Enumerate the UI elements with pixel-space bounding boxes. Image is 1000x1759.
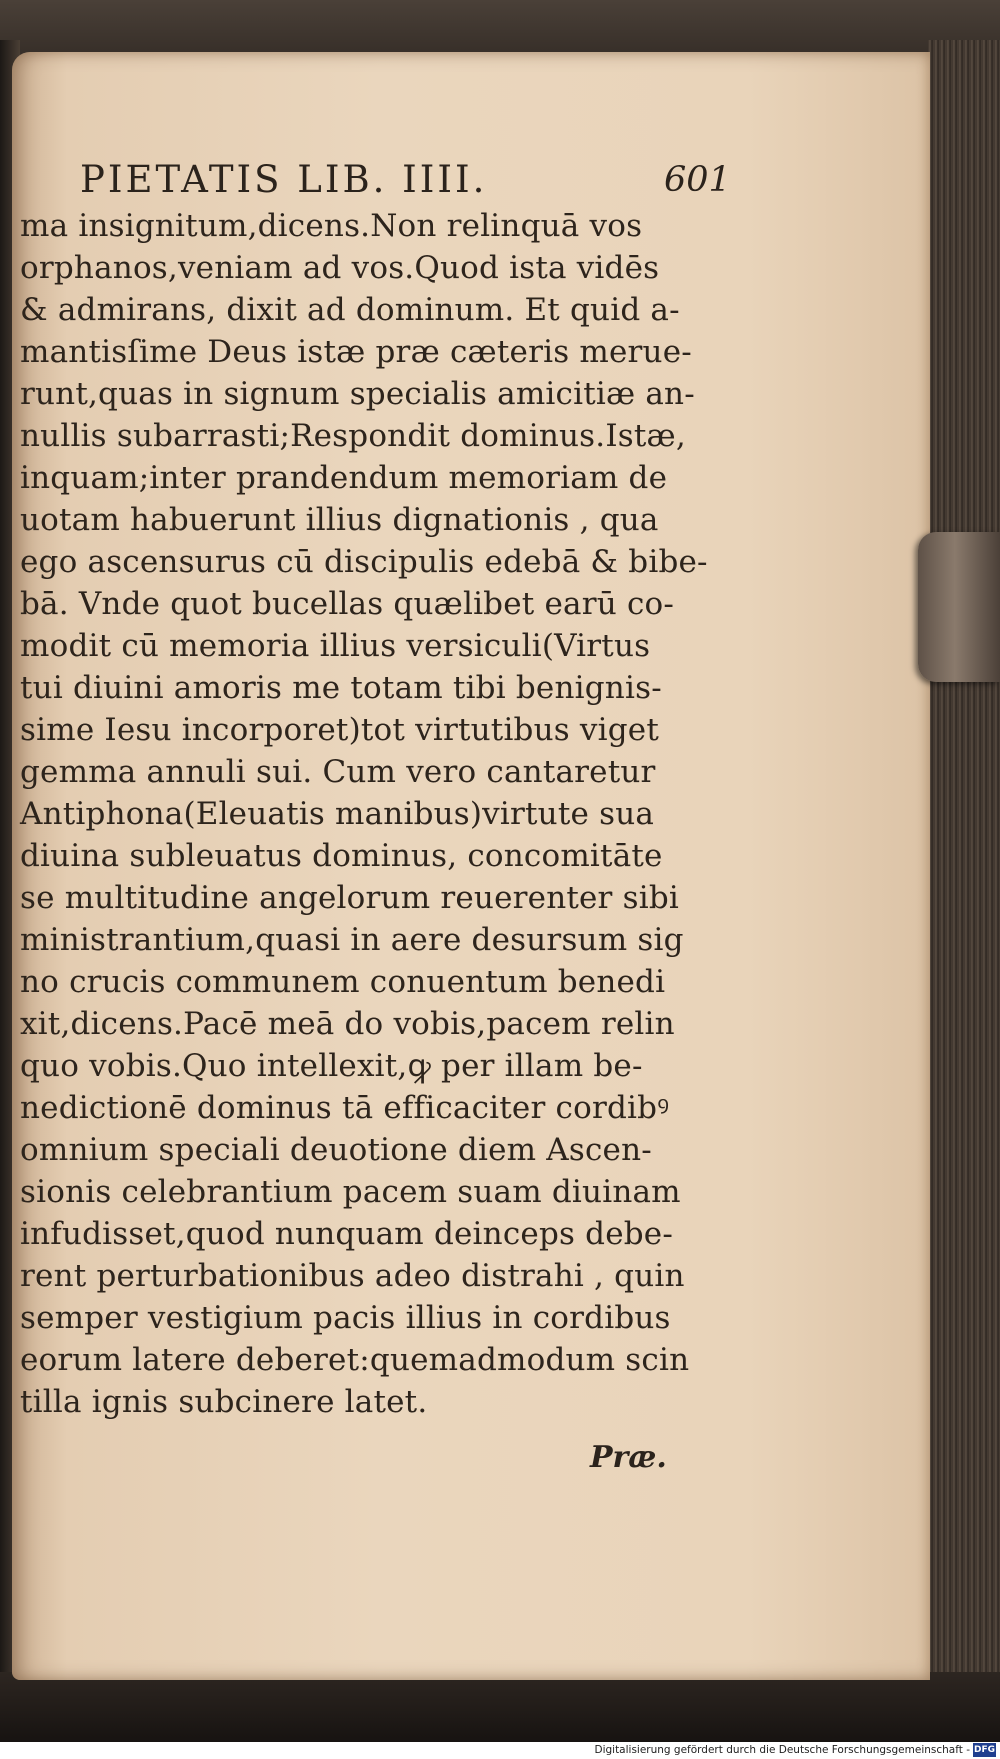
bookmark-tab [918,532,1000,682]
text-line: bā. Vnde quot bucellas quælibet earū co- [20,586,675,622]
text-line: infudisset,quod nunquam deinceps debe- [20,1216,673,1252]
text-line: xit,dicens.Pacē meā do vobis,pacem relin [20,1006,675,1042]
text-line: gemma annuli sui. Cum vero cantaretur [20,754,656,790]
text-line: tilla ignis subcinere latet. [20,1384,428,1420]
text-line: eorum latere deberet:quemadmodum scin [20,1342,690,1378]
text-line: uotam habuerunt illius dignationis , qua [20,502,659,538]
dfg-logo-icon: DFG [973,1745,995,1755]
text-line: ministrantium,quasi in aere desursum sig [20,922,684,958]
text-line: ego ascensurus cū discipulis edebā & bibe- [20,544,708,580]
text-line: omnium speciali deuotione diem Ascen- [20,1132,652,1168]
text-line: semper vestigium pacis illius in cordibus [20,1300,671,1336]
text-line: runt,quas in signum specialis amicitiæ an- [20,376,695,412]
text-line: diuina subleuatus dominus, concomitāte [20,838,663,874]
text-line: quo vobis.Quo intellexit,ꝙ per illam be- [20,1048,643,1084]
text-line: mantisſime Deus istæ præ cæteris merue- [20,334,692,370]
text-line: orphanos,veniam ad vos.Quod ista vidēs [20,250,660,286]
text-line: no crucis communem conuentum benedi [20,964,666,1000]
book-top-edge [0,0,1000,60]
text-line: Antiphona(Eleuatis manibus)virtute sua [20,796,655,832]
text-line: modit cū memoria illius versiculi(Virtus [20,628,651,664]
text-line: & admirans, dixit ad dominum. Et quid a- [20,292,680,328]
body-text [20,205,708,1423]
text-line: se multitudine angelorum reuerenter sibi [20,880,680,916]
text-line: tui diuini amoris me totam tibi benignis- [20,670,662,706]
book-bottom-edge [0,1672,1000,1742]
page-block-edges [928,40,1000,1680]
text-line: inquam;inter prandendum memoriam de [20,460,668,496]
running-head: PIETATIS LIB. IIII. [80,158,488,201]
digitization-credit: Digitalisierung gefördert durch die Deutsche Forschungsgemeinschaft - [594,1744,970,1756]
text-line: nullis subarrasti;Respondit dominus.Istæ, [20,418,686,454]
text-line: nedictionē dominus tā efficaciter cordibꝰ [20,1090,670,1126]
text-line: rent perturbationibus adeo distrahi , quin [20,1258,685,1294]
text-line: ma insignitum,dicens.Non relinquā vos [20,208,643,244]
catchword: Præ. [590,1440,667,1475]
text-line: sionis celebrantium pacem suam diuinam [20,1174,681,1210]
text-line: sime Iesu incorporet)tot virtutibus viget [20,712,660,748]
page-number: 601 [664,160,731,200]
